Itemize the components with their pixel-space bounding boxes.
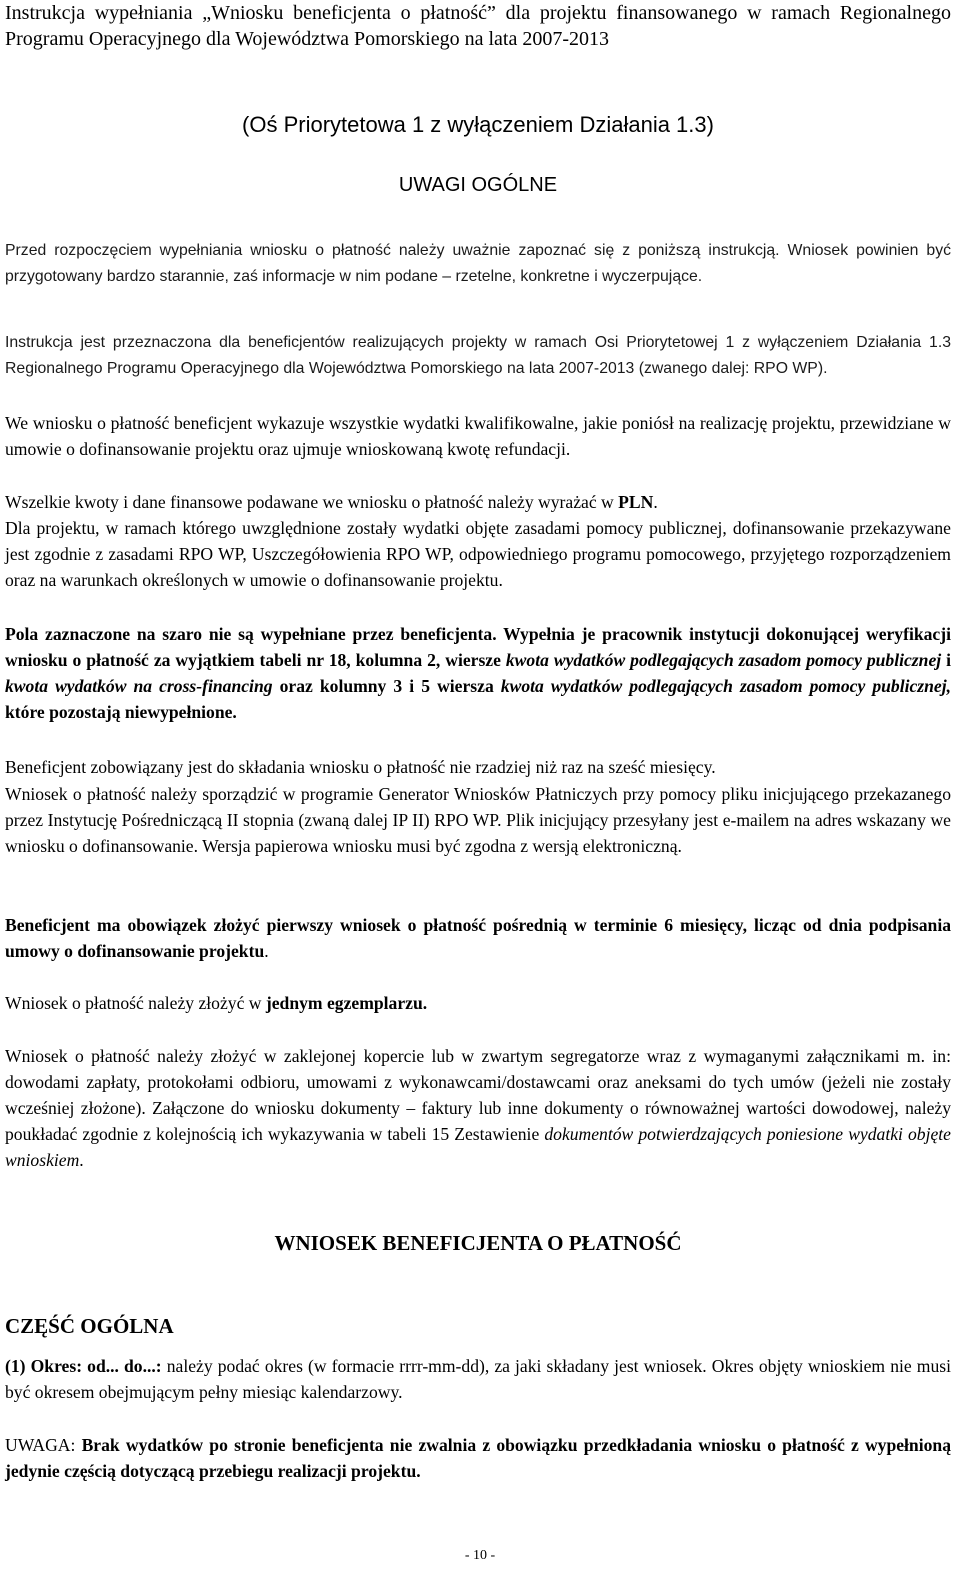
- period-item-label: (1) Okres: od... do...:: [5, 1356, 162, 1376]
- grey-fields-italic-2: kwota wydatków na cross-financing: [5, 676, 273, 696]
- deadline-end: .: [264, 941, 269, 961]
- note-paragraph: [5, 1432, 951, 1484]
- general-notes-heading: UWAGI OGÓLNE: [398, 174, 558, 196]
- currency-end: .: [653, 492, 658, 512]
- grey-fields-end: które pozostają niewypełnione.: [5, 702, 237, 722]
- copies-bold: jednym egzemplarzu.: [265, 993, 428, 1013]
- deadline-paragraph: [5, 912, 951, 964]
- period-item-text: należy podać okres (w formacie rrrr-mm-dd), za jaki składany jest wniosek. Okres objęty wnioskiem nie musi być okresem obejmującym pełny miesiąc kalendarzowy.: [5, 1356, 951, 1402]
- section-title: WNIOSEK BENEFICJENTA O PŁATNOŚĆ: [274, 1231, 682, 1255]
- attachments-end: .: [79, 1150, 84, 1170]
- intro-paragraph: Przed rozpoczęciem wypełniania wniosku o płatność należy uważnie zapoznać się z poniższą instrukcją. Wniosek powinien być przygotowany bardzo starannie, zaś informacje w nim podane – rzetelne, konkretne i wyczerpujące.: [5, 242, 951, 285]
- currency-code: PLN: [618, 492, 654, 512]
- currency-paragraph: [5, 489, 951, 515]
- grey-fields-and: i: [941, 650, 951, 670]
- copies-text: Wniosek o płatność należy złożyć w: [5, 993, 266, 1013]
- attachments-paragraph: [5, 1043, 951, 1173]
- note-label: UWAGA:: [5, 1435, 82, 1455]
- attachments-italic: dokumentów potwierdzających poniesione wydatki objęte wnioskiem: [5, 1124, 951, 1170]
- grey-fields-italic-3: kwota wydatków podlegających zasadom pomocy publicznej,: [500, 676, 952, 696]
- part-title: CZĘŚĆ OGÓLNA: [5, 1314, 174, 1338]
- currency-text: Wszelkie kwoty i dane finansowe podawane we wniosku o płatność należy wyrażać w: [5, 492, 619, 512]
- note-text: Brak wydatków po stronie beneficjenta nie zwalnia z obowiązku przedkładania wniosku o płatność z wypełnioną jedynie częścią dotyczącą przebiegu realizacji projektu.: [5, 1435, 951, 1481]
- scope-paragraph: Instrukcja jest przeznaczona dla beneficjentów realizujących projekty w ramach Osi Priorytetowej 1 z wyłączeniem Działania 1.3 Regionalnego Programu Operacyjnego dla Województwa Pomorskiego na lata 2007-2013 (zwanego dalej: RPO WP).: [5, 334, 951, 377]
- attachments-text: Wniosek o płatność należy złożyć w zaklejonej kopercie lub w zwartym segregatorze wraz z wymaganymi załącznikami m. in: dowodami zapłaty, protokołami odbioru, umowami z wykonawcami/dostawcami oraz aneksami do tych umów (jeżeli nie zostały wcześniej złożone). Załączone do wniosku dokumenty – faktury lub inne dokumenty o równoważnej wartości dowodowej, należy poukładać zgodnie z kolejnością ich wykazywania w tabeli 15 Zestawienie: [5, 1046, 951, 1144]
- deadline-text: Beneficjent ma obowiązek złożyć pierwszy wniosek o płatność pośrednią w terminie 6 miesięcy, licząc od dnia podpisania umowy o dofinansowanie projektu: [5, 915, 951, 961]
- frequency-paragraph: Beneficjent zobowiązany jest do składania wniosku o płatność nie rzadziej niż raz na sześć miesięcy.: [5, 757, 716, 777]
- grey-fields-paragraph: [5, 621, 951, 725]
- expenses-paragraph: We wniosku o płatność beneficjent wykazuje wszystkie wydatki kwalifikowalne, jakie poniósł na realizację projektu, przewidziane w umowie o dofinansowanie projektu oraz ujmuje wnioskowaną kwotę refundacji.: [5, 413, 951, 459]
- document-title: Instrukcja wypełniania „Wniosku beneficjenta o płatność” dla projektu finansowanego w ramach Regionalnego Programu Operacyjnego dla Województwa Pomorskiego na lata 2007-2013: [5, 2, 951, 50]
- page-number: - 10 -: [464, 1548, 496, 1563]
- period-item: [5, 1353, 951, 1405]
- grey-fields-italic-1: kwota wydatków podlegających zasadom pomocy publicznej: [505, 650, 942, 670]
- grey-fields-mid: oraz kolumny 3 i 5 wiersza: [272, 676, 501, 696]
- generator-paragraph: Wniosek o płatność należy sporządzić w programie Generator Wniosków Płatniczych przy pomocy pliku inicjującego przekazanego przez Instytucję Pośredniczącą II stopnia (zwaną dalej IP II) RPO WP. Plik inicjujący przesyłany jest e-mailem na adres wskazany we wniosku o dofinansowanie. Wersja papierowa wniosku musi być zgodna z wersją elektroniczną.: [5, 784, 951, 856]
- state-aid-paragraph: Dla projektu, w ramach którego uwzględnione zostały wydatki objęte zasadami pomocy publicznej, dofinansowanie przekazywane jest zgodnie z zasadami RPO WP, Uszczegółowienia RPO WP, odpowiedniego programu pomocowego, przyjętego rozporządzeniem oraz na warunkach określonych w umowie o dofinansowanie projektu.: [5, 518, 951, 590]
- grey-fields-text: Pola zaznaczone na szaro nie są wypełniane przez beneficjenta. Wypełnia je pracownik instytucji dokonującej weryfikacji wniosku o płatność za wyjątkiem tabeli nr 18, kolumna 2, wiersze: [5, 624, 951, 670]
- document-subtitle: (Oś Priorytetowa 1 z wyłączeniem Działania 1.3): [242, 112, 714, 137]
- copies-paragraph: [5, 990, 951, 1016]
